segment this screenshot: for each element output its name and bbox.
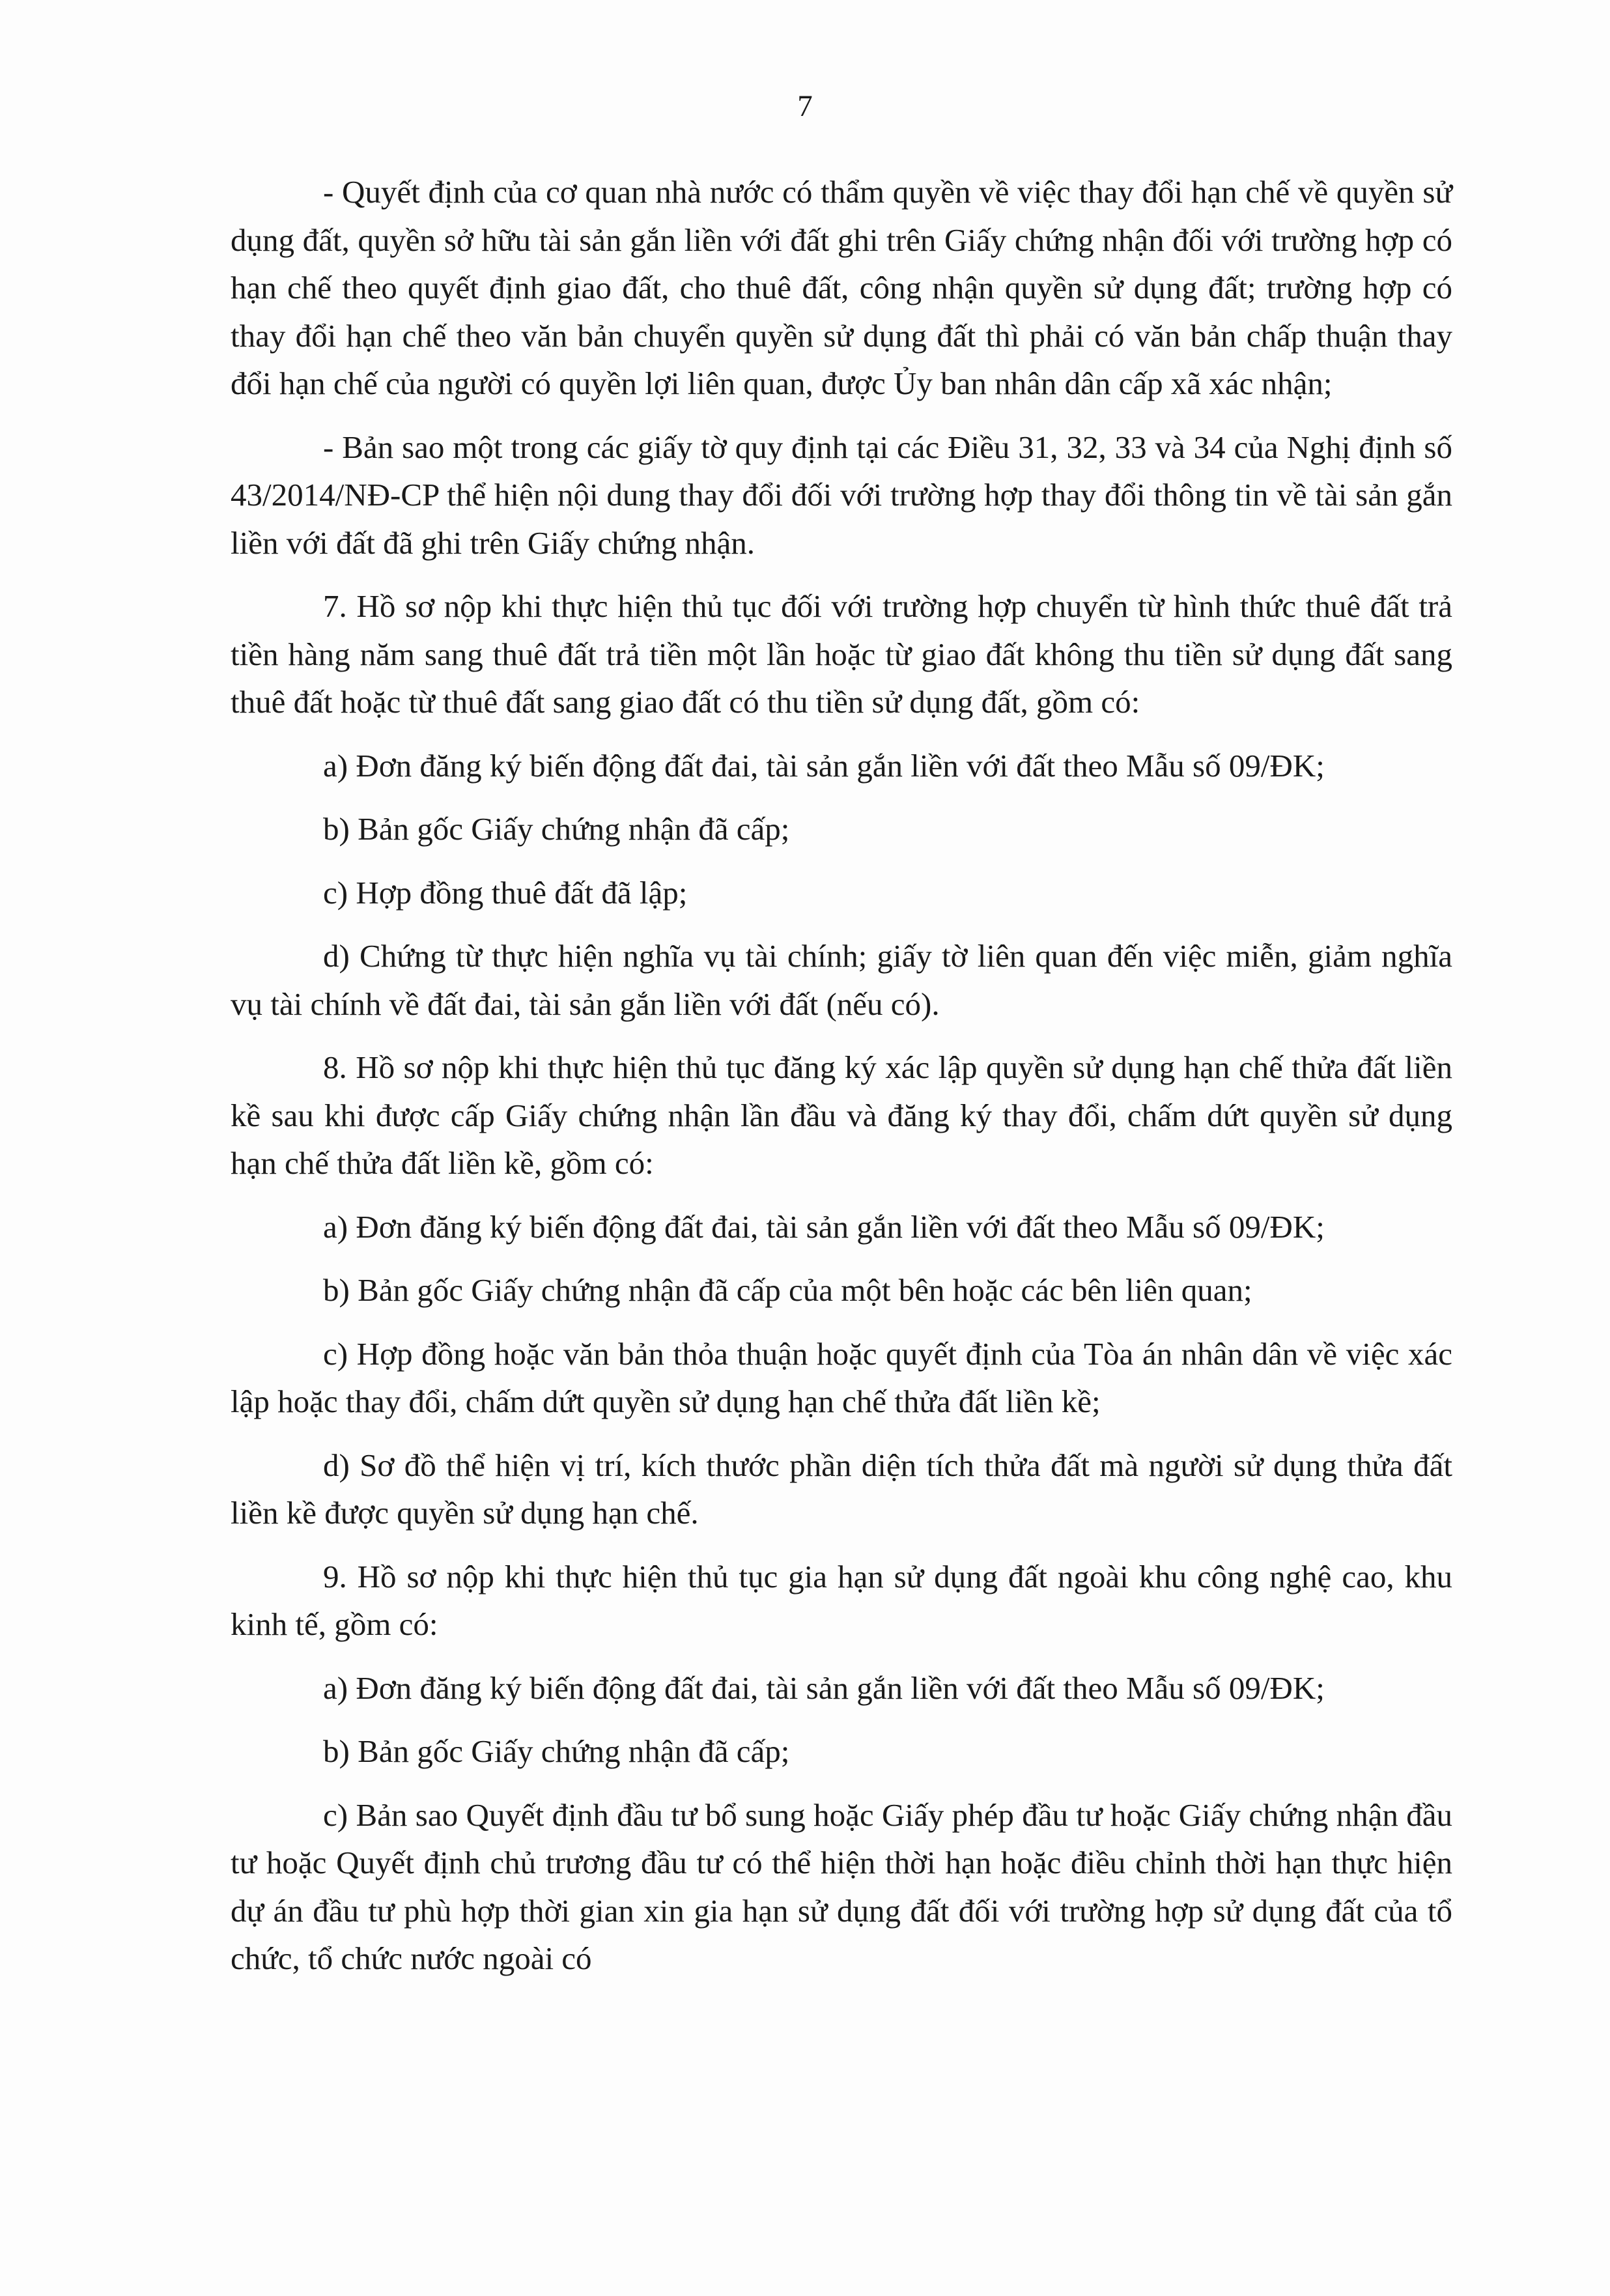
paragraph-item-8-heading: 8. Hồ sơ nộp khi thực hiện thủ tục đăng ký xác lập quyền sử dụng hạn chế thửa đất liền kề sau khi được cấp Giấy chứng nhận lần đầu và đăng ký thay đổi, chấm dứt quyền sử dụng hạn chế thửa đất liền kề, gồm có: bbox=[231, 1049, 1452, 1181]
paragraph-item-7b: b) Bản gốc Giấy chứng nhận đã cấp; bbox=[323, 811, 790, 847]
paragraph-item-7d: d) Chứng từ thực hiện nghĩa vụ tài chính; giấy tờ liên quan đến việc miễn, giảm nghĩa vụ tài chính về đất đai, tài sản gắn liền với đất (nếu có). bbox=[231, 938, 1452, 1022]
paragraph-item-7c: c) Hợp đồng thuê đất đã lập; bbox=[323, 874, 688, 911]
paragraph-item-7a: a) Đơn đăng ký biến động đất đai, tài sản gắn liền với đất theo Mẫu số 09/ĐK; bbox=[323, 747, 1325, 784]
paragraph-item-8c: c) Hợp đồng hoặc văn bản thỏa thuận hoặc quyết định của Tòa án nhân dân về việc xác lập hoặc thay đổi, chấm dứt quyền sử dụng hạn chế thửa đất liền kề; bbox=[231, 1335, 1452, 1419]
document-body bbox=[231, 168, 1452, 1983]
paragraph-item-8a: a) Đơn đăng ký biến động đất đai, tài sản gắn liền với đất theo Mẫu số 09/ĐK; bbox=[323, 1208, 1325, 1245]
paragraph-item-8d: d) Sơ đồ thể hiện vị trí, kích thước phần diện tích thửa đất mà người sử dụng thửa đất liền kề được quyền sử dụng hạn chế. bbox=[231, 1447, 1452, 1531]
paragraph-item-9b: b) Bản gốc Giấy chứng nhận đã cấp; bbox=[323, 1733, 790, 1769]
page-number: 7 bbox=[797, 89, 813, 123]
paragraph-item-7-heading: 7. Hồ sơ nộp khi thực hiện thủ tục đối với trường hợp chuyển từ hình thức thuê đất trả tiền hàng năm sang thuê đất trả tiền một lần hoặc từ giao đất không thu tiền sử dụng đất sang thuê đất hoặc từ thuê đất sang giao đất có thu tiền sử dụng đất, gồm có: bbox=[231, 588, 1452, 720]
paragraph-item-8b: b) Bản gốc Giấy chứng nhận đã cấp của một bên hoặc các bên liên quan; bbox=[323, 1272, 1252, 1308]
paragraph-item-9c: c) Bản sao Quyết định đầu tư bổ sung hoặc Giấy phép đầu tư hoặc Giấy chứng nhận đầu tư hoặc Quyết định chủ trương đầu tư có thể hiện thời hạn hoặc điều chỉnh thời hạn thực hiện dự án đầu tư phù hợp thời gian xin gia hạn sử dụng đất đối với trường hợp sử dụng đất của tổ chức, tổ chức nước ngoài có bbox=[231, 1796, 1452, 1976]
paragraph-copy-documents: - Bản sao một trong các giấy tờ quy định tại các Điều 31, 32, 33 và 34 của Nghị định số 43/2014/NĐ-CP thể hiện nội dung thay đổi đối với trường hợp thay đổi thông tin về tài sản gắn liền với đất đã ghi trên Giấy chứng nhận. bbox=[231, 429, 1452, 561]
paragraph-item-9a: a) Đơn đăng ký biến động đất đai, tài sản gắn liền với đất theo Mẫu số 09/ĐK; bbox=[323, 1669, 1325, 1706]
paragraph-decision-restriction-change: - Quyết định của cơ quan nhà nước có thẩm quyền về việc thay đổi hạn chế về quyền sử dụng đất, quyền sở hữu tài sản gắn liền với đất ghi trên Giấy chứng nhận đối với trường hợp có hạn chế theo quyết định giao đất, cho thuê đất, công nhận quyền sử dụng đất; trường hợp có thay đổi hạn chế theo văn bản chuyển quyền sử dụng đất thì phải có văn bản chấp thuận thay đổi hạn chế của người có quyền lợi liên quan, được Ủy ban nhân dân cấp xã xác nhận; bbox=[231, 174, 1452, 401]
paragraph-item-9-heading: 9. Hồ sơ nộp khi thực hiện thủ tục gia hạn sử dụng đất ngoài khu công nghệ cao, khu kinh tế, gồm có: bbox=[231, 1558, 1452, 1642]
